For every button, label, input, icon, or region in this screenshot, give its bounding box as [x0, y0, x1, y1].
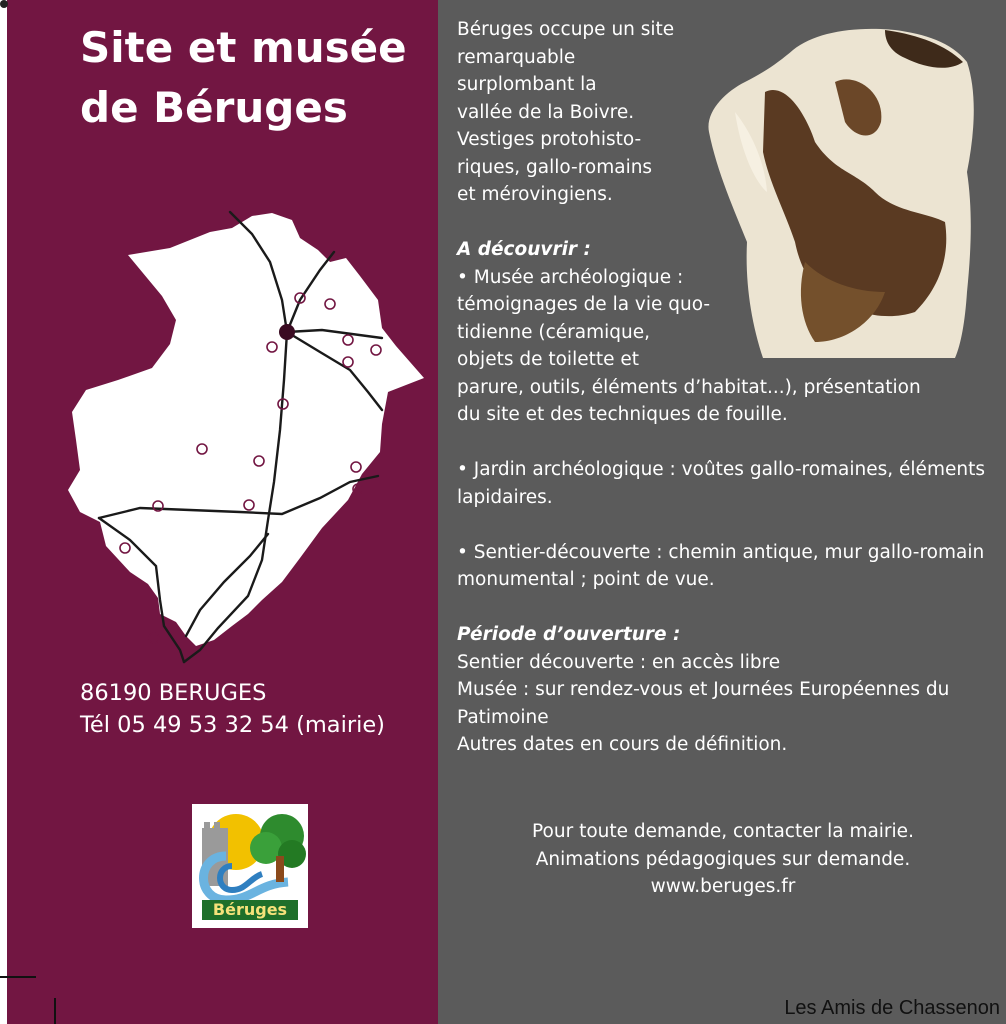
site-marker	[149, 633, 159, 643]
crop-mark	[0, 976, 36, 978]
contact-line: Animations pédagogiques sur demande.	[535, 848, 911, 870]
opening-line: Patimoine	[457, 706, 549, 728]
footer-credit: Les Amis de Chassenon	[784, 997, 1000, 1019]
page-title	[80, 18, 430, 138]
website-link[interactable]: www.beruges.fr	[650, 876, 796, 897]
museum-line: du site et des techniques de fouille.	[457, 404, 788, 425]
discover-heading: A découvrir :	[457, 239, 591, 260]
opening-line: Autres dates en cours de définition.	[457, 734, 788, 755]
description-line: riques, gallo-romains	[457, 156, 653, 178]
map-territory	[68, 213, 424, 646]
spacer	[457, 511, 997, 539]
museum-line: témoignages de la vie quo-	[457, 294, 711, 315]
museum-line: tidienne (céramique,	[457, 321, 650, 343]
postal-address: 86190 BERUGES	[80, 680, 267, 706]
contact-block	[440, 818, 1006, 901]
site-marker	[353, 484, 363, 494]
description-line: remarquable	[457, 46, 576, 68]
opening-line: Musée : sur rendez-vous et Journées Européennes du	[457, 679, 950, 700]
phone-number: Tél 05 49 53 32 54 (mairie)	[80, 712, 385, 738]
spacer	[457, 429, 997, 457]
description-line: et mérovingiens.	[457, 184, 613, 205]
museum-line: parure, outils, éléments d’habitat...), présentation	[457, 376, 921, 398]
garden-line: lapidaires.	[457, 486, 553, 508]
spacer	[457, 594, 997, 622]
address-block	[80, 677, 385, 741]
title-line: Site et musée	[80, 23, 407, 72]
statue-photo	[705, 22, 977, 362]
trail-line: • Sentier-découverte : chemin antique, mur gallo-romain	[457, 541, 985, 563]
description-line: surplombant la	[457, 74, 597, 95]
logo-label: Béruges	[212, 900, 288, 919]
museum-marker	[279, 324, 295, 340]
contact-line: Pour toute demande, contacter la mairie.	[532, 821, 914, 842]
beruges-logo	[192, 804, 308, 928]
description-line: Béruges occupe un site	[457, 19, 675, 40]
crop-mark	[0, 0, 8, 8]
museum-line: • Musée archéologique :	[457, 266, 684, 288]
description-line: Vestiges protohisto-	[457, 129, 642, 150]
museum-line: objets de toilette et	[457, 349, 640, 370]
description-line: vallée de la Boivre.	[457, 101, 635, 123]
opening-heading: Période d’ouverture :	[457, 624, 681, 645]
commune-map	[60, 205, 430, 665]
opening-line: Sentier découverte : en accès libre	[457, 651, 781, 673]
trail-line: monumental ; point de vue.	[457, 569, 715, 590]
title-line: de Béruges	[80, 83, 348, 132]
garden-line: • Jardin archéologique : voûtes gallo-romaines, éléments	[457, 459, 985, 480]
crop-mark	[54, 998, 56, 1024]
